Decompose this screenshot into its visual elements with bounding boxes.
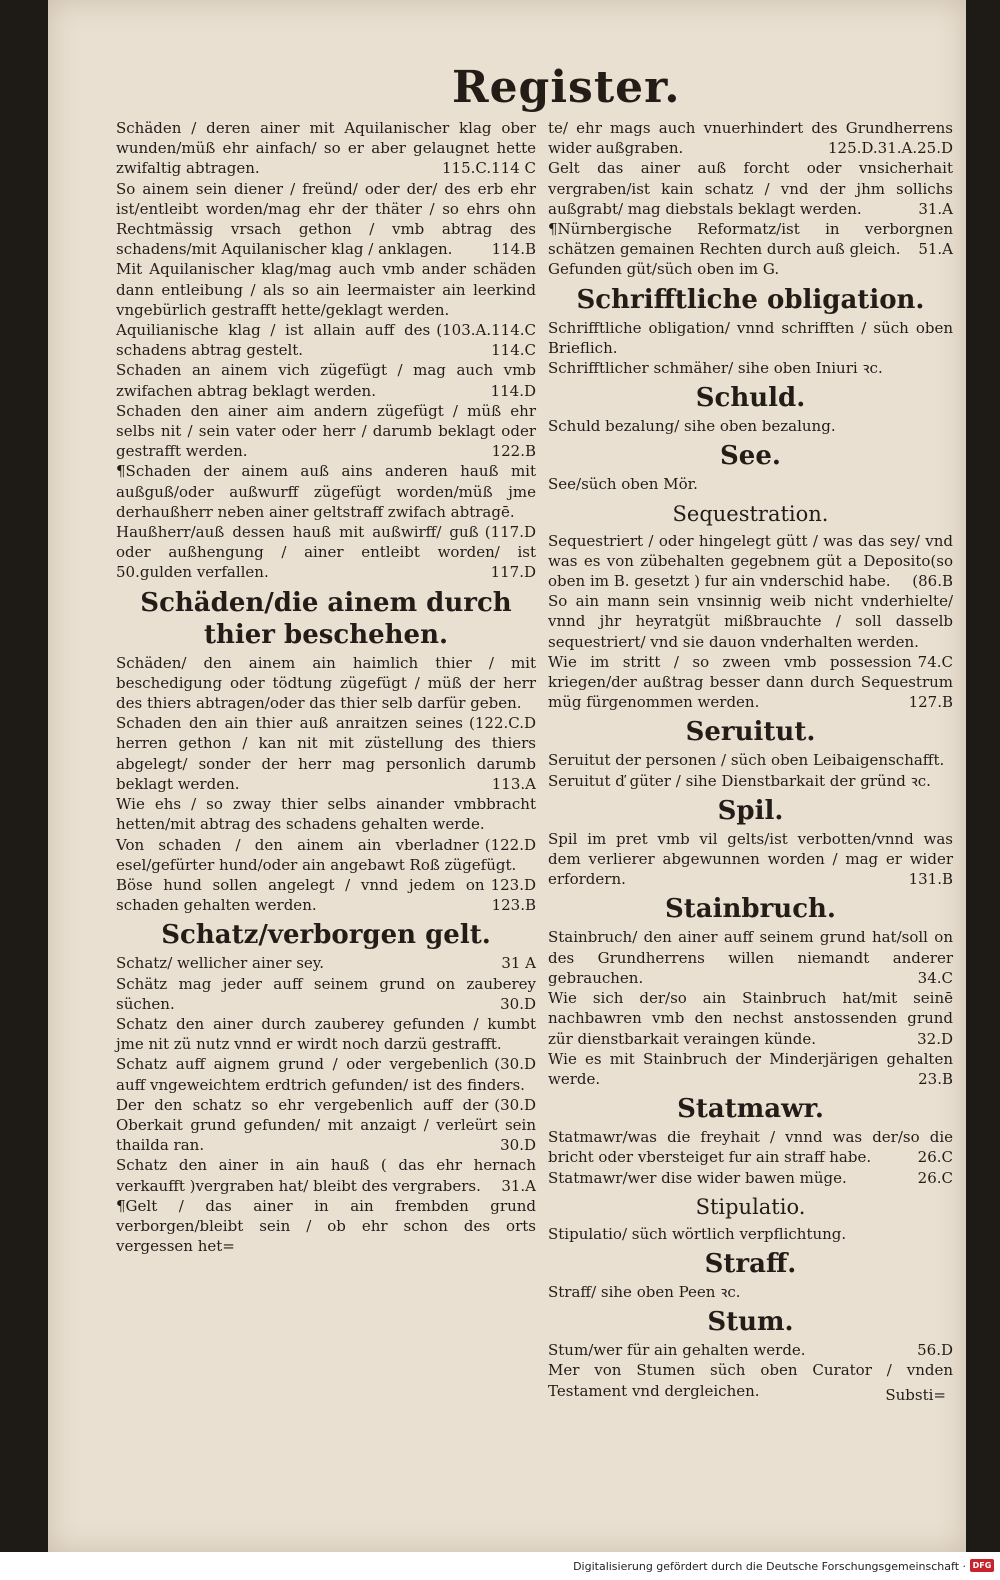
index-entry [116,360,536,400]
entry-text: Schaden den ainer aim andern zügefügt / müß ehr selbs nit / sein vater oder herr / darumb beklagt oder gestrafft werden. [116,401,536,461]
entry-text: So ainem sein diener / freünd/ oder der/ des erb ehr ist/entleibt worden/mag ehr der thäter / so ehrs ohn Rechtmässig vrsach gethon / vmb abtrag des schadens/mit Aquilanischer klag / anklagen. [116,179,536,259]
page-reference: 131.B [908,870,953,889]
entry-text: Stainbruch/ den ainer auff seinem grund hat/soll on des Grundherrens willen niemandt anderer gebrauchen. [548,928,953,987]
page-reference: (122.D [484,835,536,854]
index-heading: Stipulatio. [695,1194,806,1219]
entry-text: Böse hund sollen angelegt / vnnd jedem on schaden gehalten werden. [116,875,485,915]
index-heading: Schuld. [695,383,806,414]
page-reference: 56.D [917,1341,953,1360]
page-reference: 26.C [917,1148,953,1167]
entry-text: Schatz auff aignem grund / oder vergebenlich auff vngeweichtem erdtrich gefunden/ ist des finders. [116,1055,525,1094]
entry-text: Gelt das ainer auß forcht oder vnsicherhait vergraben/ist kain schatz / vnd der jhm sollichs außgrabt/ mag diebstals beklagt werden. [548,159,953,218]
entry-text: Schaden an ainem vich zügefügt / mag auch vmb zwifachen abtrag beklagt werden. [116,361,536,400]
entry-text: ¶Nürnbergische Reformatz/ist in verborgnen schätzen gemainen Rechten durch auß gleich. [548,220,953,259]
index-entry [116,401,536,462]
index-entry [116,835,536,894]
index-entry [548,771,953,791]
entry-text: Stipulatio/ süch wörtlich verpflichtung. [548,1224,847,1243]
page-reference: 23.B [918,1069,953,1088]
page-title: Register. [452,62,681,113]
index-entry [548,259,953,279]
index-entry [548,591,953,671]
index-heading: Stum. [707,1307,794,1338]
index-heading: Stainbruch. [665,894,836,925]
page-reference: 123.D [490,875,536,894]
index-entry [116,1014,536,1074]
index-entry [548,118,953,158]
entry-text: Schäden/ den ainem ain haimlich thier / mit beschedigung oder tödtung zügefügt / müß der herr des thiers abtragen/oder das thier selb darfür geben. [116,653,536,713]
index-heading: See. [720,441,781,472]
index-entry [548,927,953,988]
entry-text: Schatz/ wellicher ainer sey. [116,954,325,973]
index-entry [548,1127,953,1167]
index-entry [116,653,536,733]
index-entry [116,1196,536,1257]
index-entry [116,461,536,542]
index-heading: Schäden/die ainem durch thier beschehen. [140,587,512,650]
dfg-logo: DFG [970,1559,994,1572]
page-reference: 114.D [490,381,536,400]
entry-text: ¶Gelt / das ainer in ain frembden grund verborgen/bleibt sein / ob ehr schon des orts vergessen het= [116,1196,536,1256]
page-reference: 125.D.31.A.25.D [828,139,953,158]
entry-text: Schrifftlicher schmäher/ sihe oben Iniuri ꝛc. [548,359,883,378]
book-page [48,0,966,1552]
footer-bar [0,1552,1000,1580]
index-heading: Schrifftliche obligation. [576,284,925,315]
entry-text: Spil im pret vmb vil gelts/ist verbotten/vnnd was dem verlierer abgewunnen worden / mag er wider erfordern. [548,829,953,889]
index-entry [548,474,953,494]
entry-text: Haußherr/auß dessen hauß mit außwirff/ guß oder außhengung / ainer entleibt worden/ ist 50.gulden verfallen. [116,523,536,582]
page-reference: 113.A [491,774,536,793]
page-reference: 31.A [918,199,953,218]
index-entry [116,259,536,340]
index-entry [116,118,536,179]
page-reference: 117.D [490,563,536,582]
left-column [116,118,536,1256]
index-entry [548,988,953,1049]
index-entry [116,179,536,260]
entry-text: Aquilianische klag / ist allain auff des schadens abtrag gestelt. [116,321,431,360]
index-entry [548,416,953,436]
entry-text: Statmawr/was die freyhait / vnnd was der/so die bricht oder vbersteiget fur ain straff habe. [548,1128,953,1167]
entry-text: Schäden / deren ainer mit Aquilanischer klag ober wunden/müß ehr ainfach/ so er aber gelaugnet hette zwifaltig abtragen. [116,119,536,178]
entry-text: Seruitut ď güter / sihe Dienstbarkait der gründ ꝛc. [548,771,931,790]
entry-text: Schrifftliche obligation/ vnnd schrifften / süch oben Brieflich. [548,318,953,357]
page-reference: 114.C [491,341,536,360]
page-reference: (117.D [484,523,536,542]
entry-text: Seruitut der personen / süch oben Leibaigenschafft. [548,751,945,770]
page-reference: 31 A [501,954,536,973]
index-entry [548,1340,953,1360]
index-heading: Spil. [717,795,784,826]
entry-text: Statmawr/wer dise wider bawen müge. [548,1168,847,1187]
page-reference: 74.C [917,652,953,671]
entry-text: Straff/ sihe oben Peen ꝛc. [548,1282,741,1301]
index-entry [116,1054,536,1114]
entry-text: Stum/wer für ain gehalten werde. [548,1341,806,1360]
index-entry [116,713,536,794]
entry-text: Wie es mit Stainbruch der Minderjärigen gehalten werde. [548,1049,953,1088]
page-reference: 31.A [501,1176,536,1195]
page-reference: (30.D [494,1055,536,1074]
entry-text: Wie ehs / so zway thier selbs ainander vmbbracht hetten/mit abtrag des schadens gehalten werde. [116,795,536,834]
index-entry [116,953,536,973]
entry-text: Sequestriert / oder hingelegt gütt / was das sey/ vnd was es von zübehalten gegebnem güt a Deposito(so oben im B. gesetzt ) fur ain vnderschid habe. [548,531,953,591]
page-reference: 51.A [918,240,953,259]
entry-text: So ain mann sein vnsinnig weib nicht vnderhielte/ vnnd jhr heyratgüt mißbrauchte / soll dasselb sequestriert/ vnd sie dauon vnderhalten werden. [548,592,953,651]
page-reference: (122.C.D [469,714,536,733]
entry-text: te/ ehr mags auch vnuerhindert des Grundherrens wider außgraben. [548,119,953,158]
catchword: Substi= [885,1386,946,1404]
index-entry [548,1224,953,1244]
page-reference: 34.C [917,968,953,987]
index-entry [548,652,953,713]
page-reference: (86.B [912,572,953,591]
index-entry [548,829,953,890]
entry-text: Wie sich der/so ain Stainbruch hat/mit seinē nachbawren vmb den nechst anstossenden grund zür dienstbarkait veraingen künde. [548,989,953,1048]
entry-text: Wie im stritt / so zween vmb possession kriegen/der außtrag besser dann durch Sequestrum müg fürgenommen werden. [548,652,953,712]
entry-text: Der den schatz so ehr vergebenlich auff der Oberkait grund gefunden/ mit anzaigt / verleürt sein thailda ran. [116,1095,536,1155]
index-entry [116,794,536,854]
page-reference: 32.D [917,1029,953,1048]
entry-text: Schuld bezalung/ sihe oben bezalung. [548,417,836,436]
page-reference: 30.D [500,994,536,1013]
index-entry [548,358,953,378]
index-entry [548,750,953,770]
page-reference: 123.B [491,896,536,915]
index-entry [116,1095,536,1156]
index-entry [116,522,536,583]
index-heading: Seruitut. [685,717,816,748]
index-entry [548,1282,953,1302]
index-entry [116,320,536,360]
entry-text: ¶Schaden der ainem auß ains anderen hauß mit außguß/oder außwurff zügefügt worden/müß jme derhaußherr neben ainer geltstraff zwifach abtragē. [116,462,536,521]
entry-text: Gefunden güt/süch oben im G. [548,260,780,279]
page-reference: (103.A.114.C [436,321,536,340]
index-heading: Schatz/verborgen gelt. [161,920,491,951]
entry-text: Mit Aquilanischer klag/mag auch vmb ander schäden dann entleibung / als so ain leermaister ain leerkind vngebürlich gestrafft hette/geklagt werden. [116,260,536,319]
index-entry [548,1168,953,1188]
index-entry [116,974,536,1014]
index-entry [548,318,953,358]
entry-text: Schatz den ainer in ain hauß ( das ehr hernach verkaufft )vergraben hat/ bleibt des vergrabers. [116,1156,536,1195]
entry-text: Schatz den ainer durch zauberey gefunden / kumbt jme nit zü nutz vnnd er wirdt noch darzü gestrafft. [116,1014,536,1054]
right-column [548,118,953,1401]
entry-text: See/süch oben Mör. [548,475,698,494]
index-entry [548,1049,953,1089]
page-reference: 115.C.114 C [442,159,536,178]
index-heading: Straff. [704,1248,797,1279]
index-entry [116,875,536,915]
entry-text: Von schaden / den ainem ain vberladner esel/gefürter hund/oder ain angebawt Roß zügefügt. [116,835,517,874]
index-entry [116,1155,536,1195]
page-reference: 114.B [491,240,536,259]
page-reference: (30.D [494,1095,536,1114]
page-reference: 127.B [908,693,953,712]
page-reference: 30.D [500,1136,536,1155]
page-reference: 122.B [491,442,536,461]
index-heading: Statmawr. [677,1094,824,1125]
entry-text: Schaden den ain thier auß anraitzen seines herren gethon / kan nit mit züstellung des thiers abgelegt/ sonder der herr mag personlich darumb beklagt werden. [116,714,536,793]
entry-text: Mer von Stumen süch oben Curator / vnden Testament vnd dergleichen. [548,1361,953,1400]
index-entry [548,158,953,219]
page-reference: 26.C [917,1168,953,1187]
index-entry [548,219,953,259]
index-entry [548,531,953,592]
index-heading: Sequestration. [672,501,829,526]
footer-credit: Digitalisierung gefördert durch die Deutsche Forschungsgemeinschaft · [573,1560,966,1573]
entry-text: Schätz mag jeder auff seinem grund on zauberey süchen. [116,974,536,1013]
